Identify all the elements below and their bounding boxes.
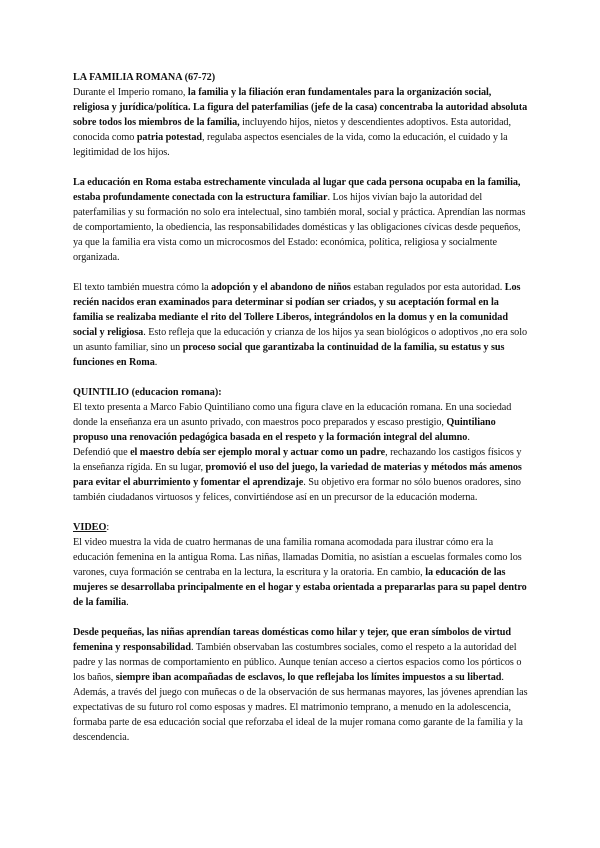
text-run: . bbox=[467, 432, 470, 443]
paragraph bbox=[73, 445, 528, 505]
text-run: . También observaban las costumbres sociales, como el respeto a la autoridad del padre y las normas de comportamiento en público. Aunque tenían acceso a ciertos espacios como los pórticos o los baños, bbox=[73, 642, 522, 683]
text-run: El texto presenta a Marco Fabio Quintiliano como una figura clave en la educación romana. En una sociedad donde la enseñanza era un asunto privado, con maestros poco preparados y escaso prestigio, bbox=[73, 402, 512, 428]
bold-text-run: Quintiliano propuso una renovación pedagógica basada en el respeto y la formación integral del alumno bbox=[73, 417, 496, 443]
text-run: , rechazando los castigos físicos y la enseñanza rígida. En su lugar, bbox=[73, 447, 522, 473]
bold-text-run: adopción y el abandono de niños bbox=[211, 282, 351, 293]
text-run: . Esto refleja que la educación y crianza de los hijos ya sean biológicos o adoptivos ,no era solo un asunto familiar, sino un bbox=[73, 327, 528, 353]
paragraph bbox=[73, 175, 528, 265]
paragraph bbox=[73, 280, 528, 370]
section-title-video-colon: : bbox=[106, 522, 110, 533]
paragraph bbox=[73, 85, 528, 160]
text-run: El texto también muestra cómo la bbox=[73, 282, 212, 293]
bold-text-run: patria potestad bbox=[136, 132, 202, 143]
text-run: Defendió que bbox=[73, 447, 131, 458]
section-title-familia-romana: LA FAMILIA ROMANA (67-72) bbox=[73, 72, 216, 83]
text-run: . Los hijos vivían bajo la autoridad del paterfamilias y su formación no solo era intelectual, sino también moral, social y práctica. Aprendían las normas de comportamiento, la obediencia, las responsabilidades domésticas y las obligaciones cívicas desde pequeños, ya que la familia era vista como un microcosmos del Estado: económica, política, religiosa y socialmente organizada. bbox=[73, 192, 526, 263]
bold-text-run: siempre iban acompañadas de esclavos, lo que reflejaba los límites impuestos a su libertad bbox=[115, 672, 502, 683]
text-run: . Su objetivo era formar no sólo buenos oradores, sino también ciudadanos virtuosos y felices, convirtiéndose así en un precursor de la educación moderna. bbox=[73, 477, 521, 503]
bold-text-run: Los recién nacidos eran examinados para determinar si podían ser criados, y su aceptación formal en la familia se realizaba mediante el rito del Tollere Liberos, integrándolos en la domus y en la comunidad social y religiosa bbox=[73, 282, 521, 338]
paragraph bbox=[73, 535, 528, 610]
bold-text-run: el maestro debía ser ejemplo moral y actuar como un padre bbox=[130, 447, 386, 458]
bold-text-run: la educación de las mujeres se desarrollaba principalmente en el hogar y estaba orientada a prepararlas para su papel dentro de la familia bbox=[73, 567, 527, 608]
section-title-video-text: VIDEO bbox=[73, 522, 107, 533]
text-run: . bbox=[154, 357, 158, 368]
bold-text-run: promovió el uso del juego, la variedad de materias y métodos más amenos para evitar el aburrimiento y fomentar el aprendizaje bbox=[73, 462, 522, 488]
section-title-video bbox=[73, 520, 528, 535]
paragraph bbox=[73, 625, 528, 745]
text-run: estaban regulados por esta autoridad. bbox=[350, 282, 505, 293]
section-title-quintilio: QUINTILIO (educacion romana): bbox=[73, 387, 222, 398]
bold-text-run: proceso social que garantizaba la continuidad de la familia, su estatus y sus funciones en Roma bbox=[73, 342, 505, 368]
paragraph bbox=[73, 400, 528, 445]
bold-text-run: Desde pequeñas, las niñas aprendían tareas domésticas como hilar y tejer, que eran símbolos de virtud femenina y responsabilidad bbox=[73, 627, 512, 653]
text-run: El video muestra la vida de cuatro hermanas de una familia romana acomodada para ilustrar cómo era la educación femenina en la antigua Roma. Las niñas, llamadas Domitia, no asistían a escuelas formales como los varones, cuya formación se centraba en la lectura, la escritura y la oratoria. En cambio, bbox=[73, 537, 522, 578]
text-run: Durante el Imperio romano, bbox=[73, 87, 188, 98]
text-run: incluyendo hijos, nietos y descendientes adoptivos. Esta autoridad, conocida como bbox=[73, 117, 511, 143]
text-run: , regulaba aspectos esenciales de la vida, como la educación, el cuidado y la legitimidad de los hijos. bbox=[73, 132, 508, 158]
bold-text-run: la familia y la filiación eran fundamentales para la organización social, religiosa y jurídica/política. La figura del paterfamilias (jefe de la casa) concentraba la autoridad absoluta sobre todos los miembros de la familia, bbox=[73, 87, 528, 128]
bold-text-run: La educación en Roma estaba estrechamente vinculada al lugar que cada persona ocupaba en la familia, estaba profundamente conectada con la estructura familiar bbox=[73, 177, 521, 203]
text-run: . bbox=[126, 597, 129, 608]
text-run: . Además, a través del juego con muñecas o de la observación de sus hermanas mayores, las jóvenes aprendían las expectativas de su futuro rol como esposas y madres. El matrimonio temprano, a menudo en la adolescencia, formaba parte de esa educación social que reforzaba el ideal de la mujer romana como garante de la familia y la descendencia. bbox=[73, 672, 528, 743]
